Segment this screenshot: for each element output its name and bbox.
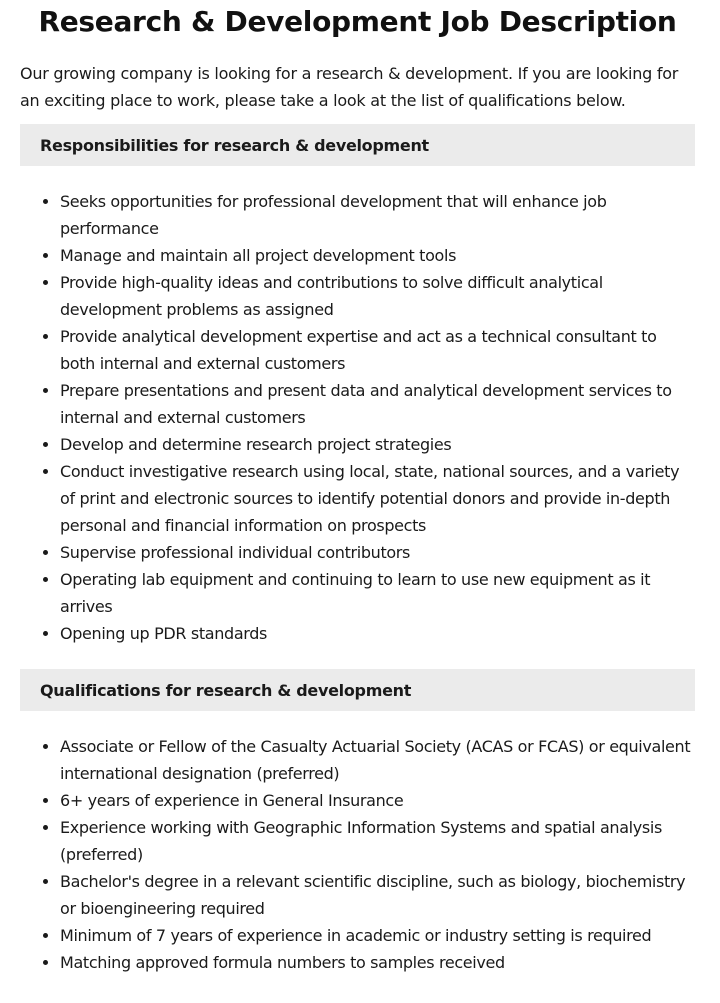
intro-paragraph: Our growing company is looking for a research & development. If you are looking for an exciting place to work, please take a look at the list of qualifications below.	[20, 64, 679, 110]
list-item: • Develop and determine research project strategies	[60, 431, 695, 458]
list-item: • Manage and maintain all project development tools	[60, 242, 695, 269]
list-item: • Supervise professional individual contributors	[60, 539, 695, 566]
list-item: • Conduct investigative research using local, state, national sources, and a variety of print and electronic sources to identify potential donors and provide in-depth personal and financial information on prospects	[60, 458, 695, 539]
list-item: • Opening up PDR standards	[60, 620, 695, 647]
page-title: Research & Development Job Description	[38, 5, 677, 38]
list-item: • Provide high-quality ideas and contributions to solve difficult analytical development problems as assigned	[60, 269, 695, 323]
responsibilities-list	[20, 188, 695, 647]
list-item: • Minimum of 7 years of experience in academic or industry setting is required	[60, 922, 695, 949]
job-description-page	[20, 0, 695, 976]
list-item: • Seeks opportunities for professional development that will enhance job performance	[60, 188, 695, 242]
list-item: • 6+ years of experience in General Insurance	[60, 787, 695, 814]
list-item: • Operating lab equipment and continuing to learn to use new equipment as it arrives	[60, 566, 695, 620]
list-item: • Prepare presentations and present data and analytical development services to internal and external customers	[60, 377, 695, 431]
responsibilities-heading: Responsibilities for research & development	[20, 124, 695, 166]
list-item: • Experience working with Geographic Information Systems and spatial analysis (preferred)	[60, 814, 695, 868]
list-item: • Provide analytical development expertise and act as a technical consultant to both internal and external customers	[60, 323, 695, 377]
list-item: • Matching approved formula numbers to samples received	[60, 949, 695, 976]
qualifications-list	[20, 733, 695, 976]
list-item: • Associate or Fellow of the Casualty Actuarial Society (ACAS or FCAS) or equivalent international designation (preferred)	[60, 733, 695, 787]
qualifications-heading: Qualifications for research & development	[20, 669, 695, 711]
list-item: • Bachelor's degree in a relevant scientific discipline, such as biology, biochemistry or bioengineering required	[60, 868, 695, 922]
